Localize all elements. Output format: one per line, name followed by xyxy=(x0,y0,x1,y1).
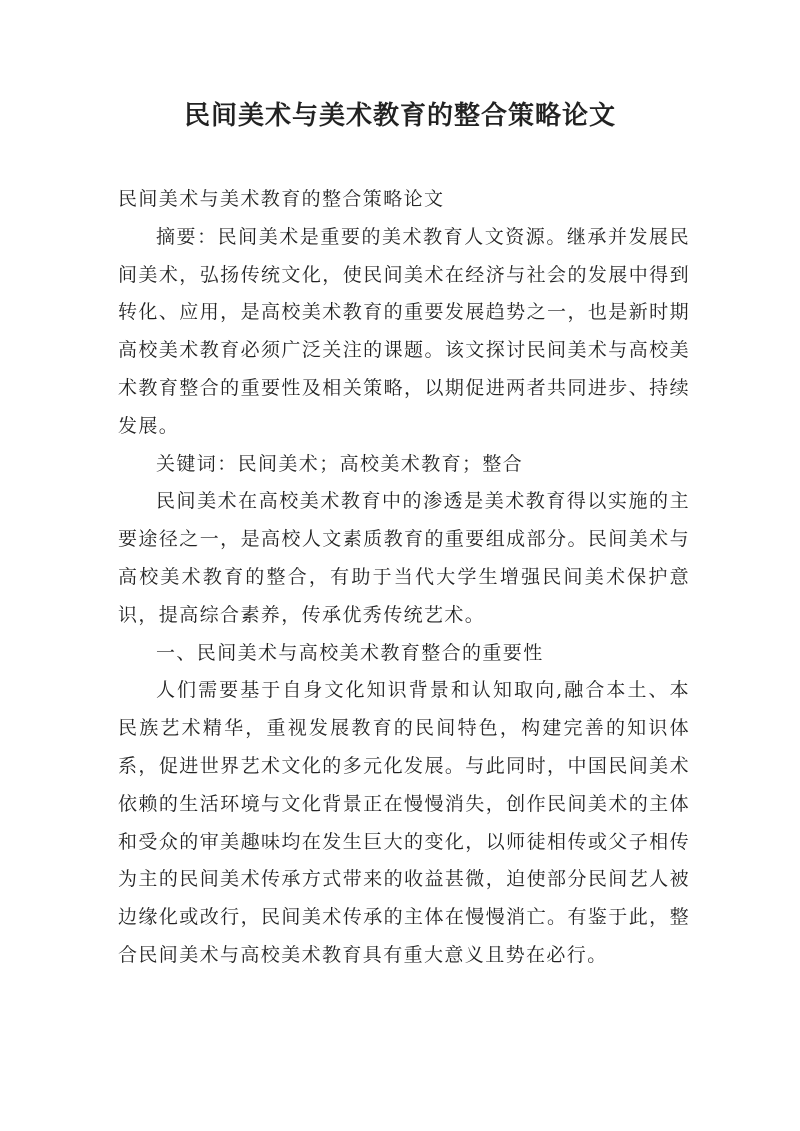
section-heading: 一、民间美术与高校美术教育整合的重要性 xyxy=(156,641,544,664)
keywords-paragraph: 关键词：民间美术；高校美术教育；整合 xyxy=(156,452,524,475)
intro-paragraph: 民间美术在高校美术教育中的渗透是美术教育得以实施的主要途径之一，是高校人文素质教育的重要组成部分。民间美术与高校美术教育的整合，有助于当代大学生增强民间美术保护意识，提高综合素养，传承优秀传统艺术。 xyxy=(118,490,690,626)
document-title: 民间美术与美术教育的整合策略论文 xyxy=(183,101,616,131)
body-heading: 民间美术与美术教育的整合策略论文 xyxy=(118,188,445,210)
document-body xyxy=(118,181,690,975)
abstract-paragraph: 摘要：民间美术是重要的美术教育人文资源。继承并发展民间美术，弘扬传统文化，使民间美术在经济与社会的发展中得到转化、应用，是高校美术教育的重要发展趋势之一，也是新时期高校美术教育必须广泛关注的课题。该文探讨民间美术与高校美术教育整合的重要性及相关策略，以期促进两者共同进步、持续发展。 xyxy=(118,225,690,437)
section-paragraph: 人们需要基于自身文化知识背景和认知取向,融合本土、本民族艺术精华，重视发展教育的民间特色，构建完善的知识体系，促进世界艺术文化的多元化发展。与此同时，中国民间美术依赖的生活环境与文化背景正在慢慢消失，创作民间美术的主体和受众的审美趣味均在发生巨大的变化，以师徒相传或父子相传为主的民间美术传承方式带来的收益甚微，迫使部分民间艺人被边缘化或改行，民间美术传承的主体在慢慢消亡。有鉴于此，整合民间美术与高校美术教育具有重大意义且势在必行。 xyxy=(118,679,690,966)
